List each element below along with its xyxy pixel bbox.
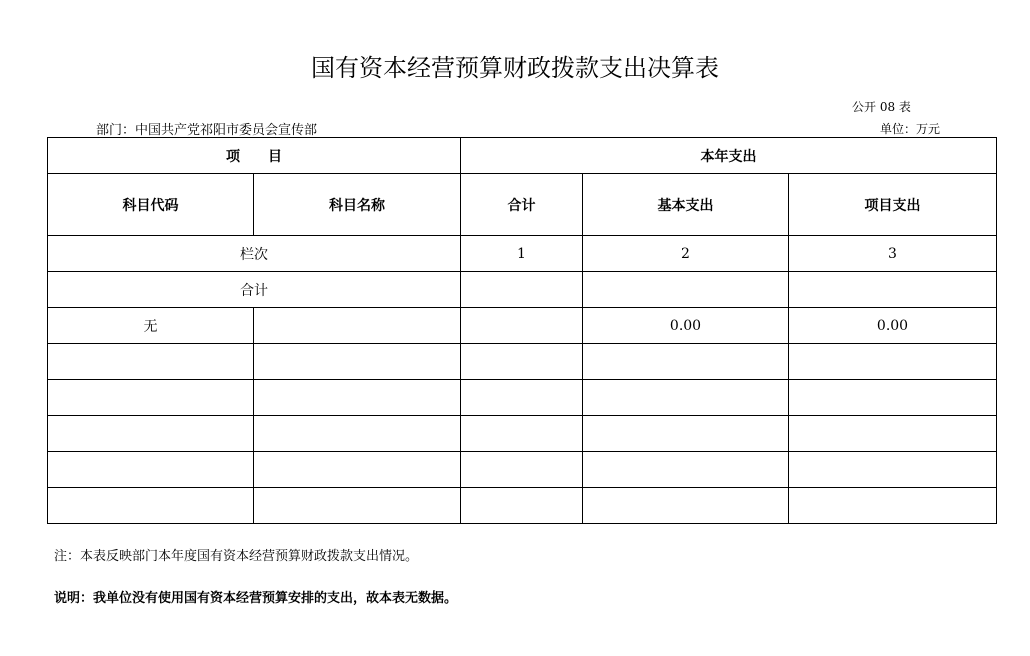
total-row-label: 合计 xyxy=(48,272,461,308)
row-code: 无 xyxy=(48,308,254,344)
row-name xyxy=(254,416,461,452)
table-row xyxy=(48,344,997,380)
row-code xyxy=(48,380,254,416)
explanation-note: 说明：我单位没有使用国有资本经营预算安排的支出，故本表无数据。 xyxy=(54,591,458,606)
header-total: 合计 xyxy=(461,174,583,236)
row-total xyxy=(461,488,583,524)
row-name xyxy=(254,452,461,488)
form-number: 公开 08 表 xyxy=(852,100,911,114)
column-index-row xyxy=(48,236,997,272)
table-row xyxy=(48,380,997,416)
row-basic xyxy=(583,488,789,524)
row-basic: 0.00 xyxy=(583,308,789,344)
total-row-project xyxy=(789,272,997,308)
header-item: 项 目 xyxy=(48,138,461,174)
row-project xyxy=(789,344,997,380)
table-row xyxy=(48,308,997,344)
row-name xyxy=(254,308,461,344)
row-total xyxy=(461,452,583,488)
row-basic xyxy=(583,380,789,416)
row-basic xyxy=(583,416,789,452)
column-index-1: 1 xyxy=(461,236,583,272)
column-index-label: 栏次 xyxy=(48,236,461,272)
row-name xyxy=(254,488,461,524)
row-name xyxy=(254,380,461,416)
department-label: 部门：中国共产党祁阳市委员会宣传部 xyxy=(96,123,318,138)
row-total xyxy=(461,344,583,380)
column-index-2: 2 xyxy=(583,236,789,272)
column-index-3: 3 xyxy=(789,236,997,272)
row-project xyxy=(789,452,997,488)
total-row-total xyxy=(461,272,583,308)
row-project xyxy=(789,380,997,416)
row-project: 0.00 xyxy=(789,308,997,344)
expenditure-table xyxy=(47,137,997,524)
header-project: 项目支出 xyxy=(789,174,997,236)
header-row-2 xyxy=(48,174,997,236)
row-project xyxy=(789,488,997,524)
row-total xyxy=(461,380,583,416)
row-name xyxy=(254,344,461,380)
total-row-basic xyxy=(583,272,789,308)
row-basic xyxy=(583,452,789,488)
table-row xyxy=(48,416,997,452)
header-basic: 基本支出 xyxy=(583,174,789,236)
row-code xyxy=(48,416,254,452)
page-title: 国有资本经营预算财政拨款支出决算表 xyxy=(311,54,719,82)
row-basic xyxy=(583,344,789,380)
header-row-1 xyxy=(48,138,997,174)
unit-label: 单位：万元 xyxy=(880,122,941,136)
header-name: 科目名称 xyxy=(254,174,461,236)
header-code: 科目代码 xyxy=(48,174,254,236)
table-row xyxy=(48,452,997,488)
header-current-year: 本年支出 xyxy=(461,138,997,174)
total-row xyxy=(48,272,997,308)
row-code xyxy=(48,488,254,524)
row-code xyxy=(48,452,254,488)
row-project xyxy=(789,416,997,452)
row-total xyxy=(461,416,583,452)
row-code xyxy=(48,344,254,380)
footnote: 注：本表反映部门本年度国有资本经营预算财政拨款支出情况。 xyxy=(54,549,419,564)
row-total xyxy=(461,308,583,344)
table-row xyxy=(48,488,997,524)
